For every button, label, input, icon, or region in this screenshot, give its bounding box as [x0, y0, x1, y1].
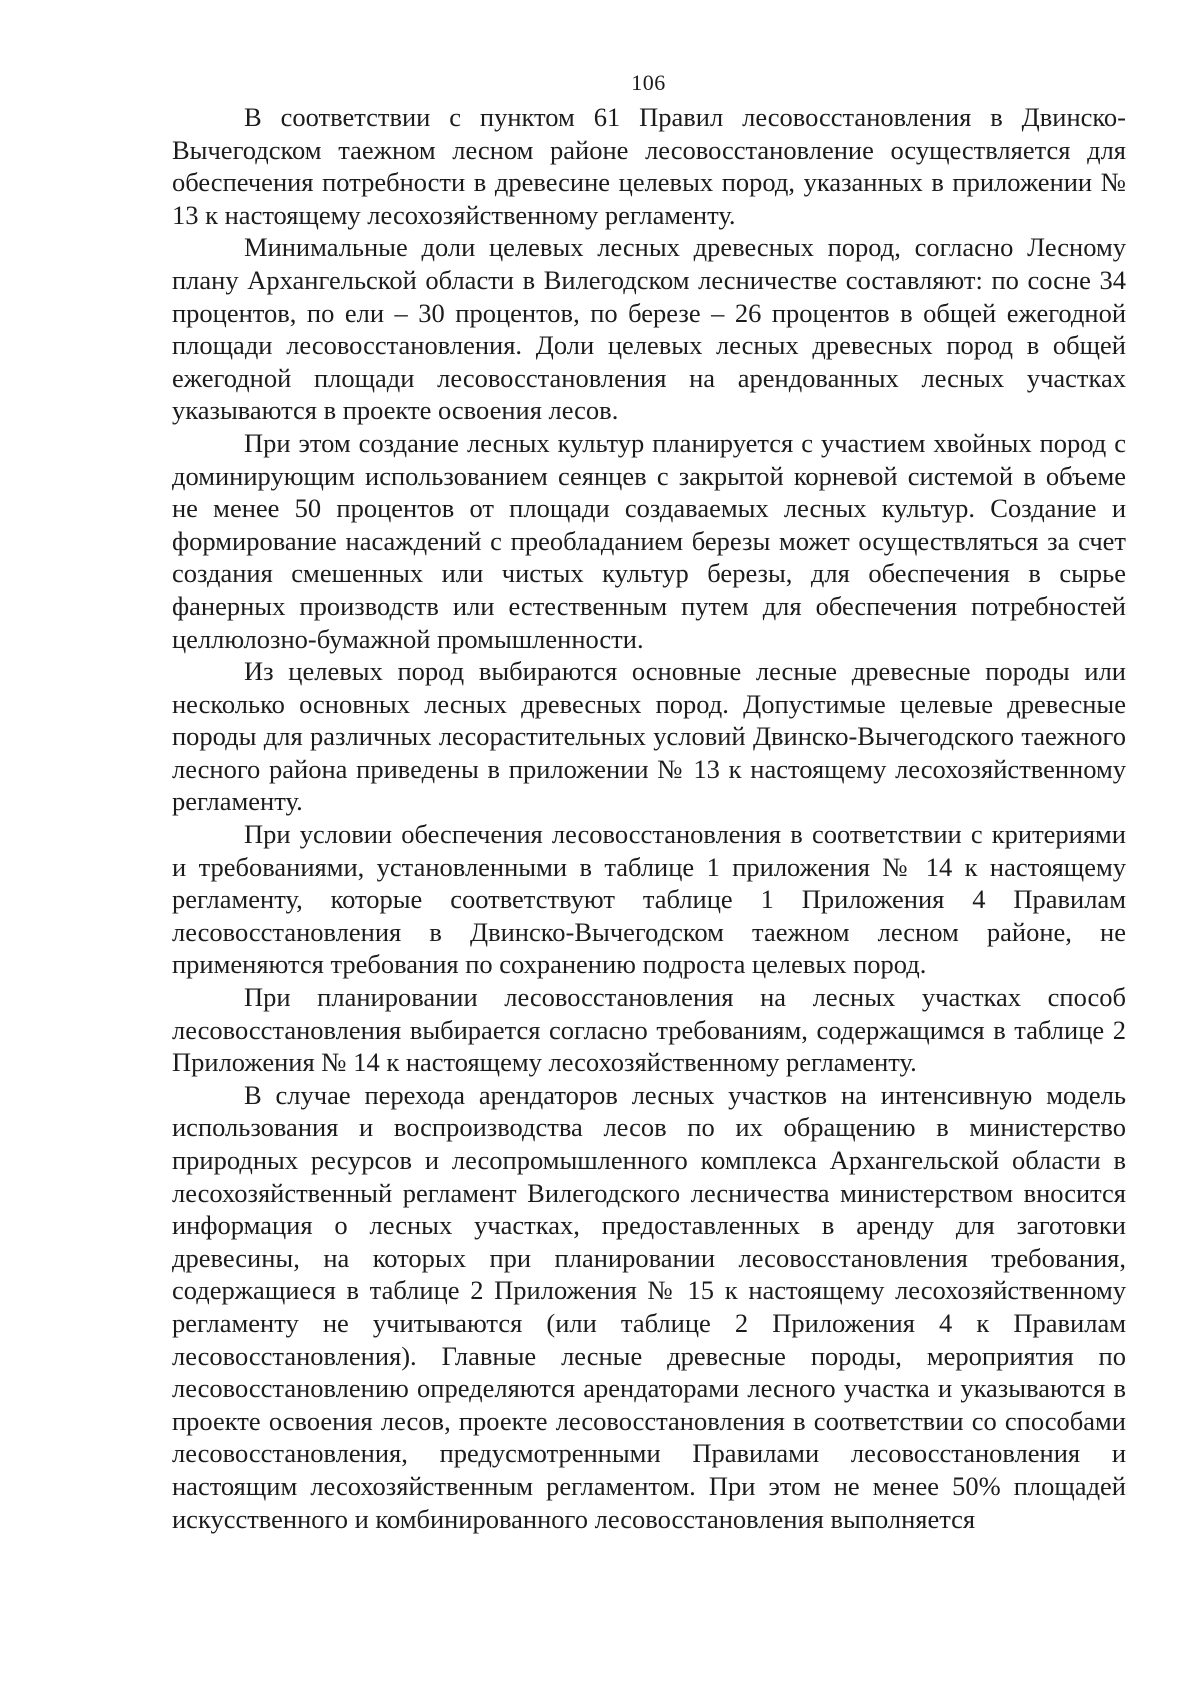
paragraph-6: При планировании лесовосстановления на лесных участках способ лесовосстановления выбирается согласно требованиям, содержащимся в таблице 2 Приложения № 14 к настоящему лесохозяйственному регламенту. — [172, 982, 1126, 1078]
paragraph-4: Из целевых пород выбираются основные лесные древесные породы или несколько основных лесных древесных пород. Допустимые целевые древесные породы для различных лесорастительных условий Двинско-Вычегодского таежного лесного района приведены в приложении № 13 к настоящему лесохозяйственному регламенту. — [172, 656, 1126, 817]
paragraph-2: Минимальные доли целевых лесных древесных пород, согласно Лесному плану Архангельской области в Вилегодском лесничестве составляют: по сосне 34 процентов, по ели – 30 процентов, по березе – 26 процентов в общей ежегодной площади лесовосстановления. Доли целевых лесных древесных пород в общей ежегодной площади лесовосстановления на арендованных лесных участках указываются в проекте освоения лесов. — [172, 232, 1126, 426]
paragraph-3: При этом создание лесных культур планируется с участием хвойных пород с доминирующим использованием сеянцев с закрытой корневой системой в объеме не менее 50 процентов от площади создаваемых лесных культур. Создание и формирование насаждений с преобладанием березы может осуществляться за счет создания смешенных или чистых культур березы, для обеспечения в сырье фанерных производств или естественным путем для обеспечения потребностей целлюлозно-бумажной промышленности. — [172, 427, 1126, 654]
document-body — [172, 101, 1126, 1535]
paragraph-1: В соответствии с пунктом 61 Правил лесовосстановления в Двинско-Вычегодском таежном лесном районе лесовосстановление осуществляется для обеспечения потребности в древесине целевых пород, указанных в приложении № 13 к настоящему лесохозяйственному регламенту. — [172, 102, 1126, 230]
paragraph-7: В случае перехода арендаторов лесных участков на интенсивную модель использования и воспроизводства лесов по их обращению в министерство природных ресурсов и лесопромышленного комплекса Архангельской области в лесохозяйственный регламент Вилегодского лесничества министерством вносится информация о лесных участках, предоставленных в аренду для заготовки древесины, на которых при планировании лесовосстановления требования, содержащиеся в таблице 2 Приложения № 15 к настоящему лесохозяйственному регламенту не учитываются (или таблице 2 Приложения 4 к Правилам лесовосстановления). Главные лесные древесные породы, мероприятия по лесовосстановлению определяются арендаторами лесного участка и указываются в проекте освоения лесов, проекте лесовосстановления в соответствии со способами лесовосстановления, предусмотренными Правилами лесовосстановления и настоящим лесохозяйственным регламентом. При этом не менее 50% площадей искусственного и комбинированного лесовосстановления выполняется — [172, 1079, 1126, 1534]
paragraph-5: При условии обеспечения лесовосстановления в соответствии с критериями и требованиями, установленными в таблице 1 приложения № 14 к настоящему регламенту, которые соответствуют таблице 1 Приложения 4 Правилам лесовосстановления в Двинско-Вычегодском таежном лесном районе, не применяются требования по сохранению подроста целевых пород. — [172, 819, 1126, 980]
page-number: 106 — [631, 70, 666, 95]
